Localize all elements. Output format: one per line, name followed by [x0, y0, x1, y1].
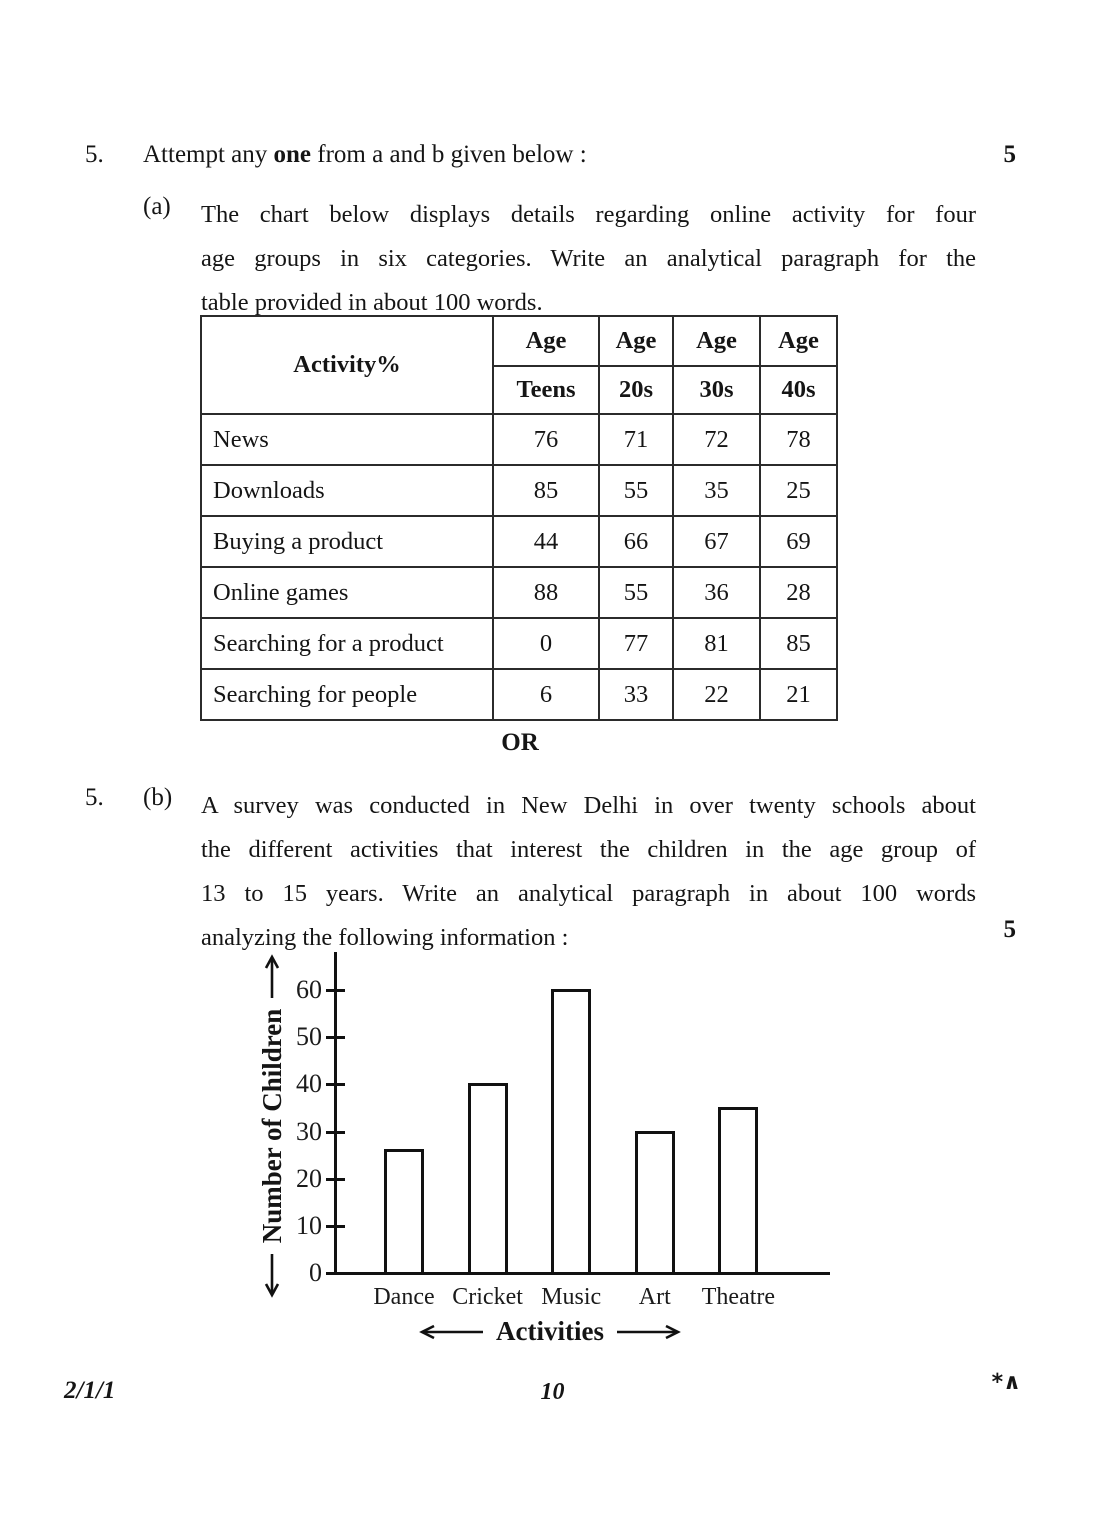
or-divider: OR	[501, 729, 539, 756]
part-a-label: (a)	[143, 193, 171, 220]
table-corner-header: Activity%	[201, 316, 493, 414]
y-tick-label: 40	[296, 1069, 322, 1099]
row-value-cell: 76	[493, 414, 599, 465]
row-value-cell: 55	[599, 465, 673, 516]
row-activity-label: Downloads	[201, 465, 493, 516]
row-value-cell: 22	[673, 669, 760, 720]
marks-question5: 5	[1003, 141, 1016, 168]
chart-bar	[468, 1083, 508, 1272]
row-value-cell: 69	[760, 516, 837, 567]
y-tick-mark	[326, 1131, 345, 1134]
table-row	[201, 567, 837, 618]
y-tick-label: 60	[296, 975, 322, 1004]
table-row	[201, 618, 837, 669]
chart-bar	[384, 1149, 424, 1272]
chart-bar	[635, 1131, 675, 1273]
row-value-cell: 85	[760, 618, 837, 669]
row-value-cell: 85	[493, 465, 599, 516]
right-arrow-icon	[615, 1324, 681, 1340]
paragraph-line: A survey was conducted in New Delhi in over twenty schools about	[201, 792, 976, 819]
row-activity-label: Buying a product	[201, 516, 493, 567]
row-value-cell: 25	[760, 465, 837, 516]
row-value-cell: 67	[673, 516, 760, 567]
y-tick-mark	[326, 1225, 345, 1228]
x-tick-label: Dance	[373, 1284, 435, 1310]
x-tick-label: Art	[638, 1284, 671, 1310]
row-value-cell: 55	[599, 567, 673, 618]
table-row	[201, 414, 837, 465]
y-tick-mark	[326, 1036, 345, 1039]
row-value-cell: 71	[599, 414, 673, 465]
footer-page-number: 10	[540, 1379, 565, 1405]
footer-paper-code: 2/1/1	[64, 1377, 116, 1404]
table-col-teens: Teens	[493, 366, 599, 414]
y-tick-label: 20	[296, 1163, 322, 1193]
row-value-cell: 77	[599, 618, 673, 669]
x-tick-label: Theatre	[701, 1284, 776, 1310]
row-value-cell: 88	[493, 567, 599, 618]
y-tick-mark	[326, 1272, 345, 1275]
y-axis-title-text: Number of Children	[256, 1008, 287, 1244]
activity-table	[200, 315, 838, 721]
table-age-header: Age	[493, 316, 599, 366]
left-arrow-icon	[419, 1324, 485, 1340]
paragraph-line: The chart below displays details regarding online activity for four	[201, 201, 976, 228]
row-value-cell: 6	[493, 669, 599, 720]
row-activity-label: Searching for people	[201, 669, 493, 720]
part-b-question-number: 5.	[85, 784, 104, 811]
y-tick-label: 10	[296, 1210, 322, 1240]
y-tick-mark	[326, 1083, 345, 1086]
table-row	[201, 465, 837, 516]
footer-print-mark: *∧	[991, 1370, 1021, 1395]
activity-table-body	[201, 414, 837, 720]
table-col-30s: 30s	[673, 366, 760, 414]
row-value-cell: 66	[599, 516, 673, 567]
table-age-header: Age	[760, 316, 837, 366]
x-axis-title	[370, 1316, 730, 1347]
x-tick-label: Cricket	[452, 1284, 523, 1310]
paragraph-line: the different activities that interest the children in the age group of	[201, 836, 976, 863]
row-activity-label: Online games	[201, 567, 493, 618]
paragraph-line: age groups in six categories. Write an analytical paragraph for the	[201, 245, 976, 272]
bar-chart	[230, 935, 870, 1360]
y-tick-mark	[326, 989, 345, 992]
table-col-20s: 20s	[599, 366, 673, 414]
row-value-cell: 33	[599, 669, 673, 720]
y-tick-label: 30	[296, 1116, 322, 1146]
x-axis-line	[334, 1272, 830, 1275]
paragraph-line: analyzing the following information :	[201, 924, 569, 951]
table-age-header: Age	[599, 316, 673, 366]
part-b-paragraph	[201, 784, 976, 960]
paragraph-line: 13 to 15 years. Write an analytical paragraph in about 100 words	[201, 880, 976, 907]
marks-part-b: 5	[1003, 916, 1016, 943]
chart-bar	[551, 989, 591, 1272]
x-axis-title-text: Activities	[496, 1316, 604, 1346]
part-a-paragraph	[201, 193, 976, 325]
row-value-cell: 36	[673, 567, 760, 618]
row-activity-label: Searching for a product	[201, 618, 493, 669]
chart-bar	[718, 1107, 758, 1272]
intro-suffix: from a and b given below :	[311, 141, 587, 168]
paragraph-line: table provided in about 100 words.	[201, 289, 543, 316]
intro-prefix: Attempt any	[143, 141, 274, 168]
row-value-cell: 35	[673, 465, 760, 516]
row-value-cell: 78	[760, 414, 837, 465]
row-value-cell: 28	[760, 567, 837, 618]
table-age-header: Age	[673, 316, 760, 366]
row-value-cell: 81	[673, 618, 760, 669]
table-row	[201, 669, 837, 720]
part-b-label: (b)	[143, 784, 173, 811]
row-activity-label: News	[201, 414, 493, 465]
row-value-cell: 21	[760, 669, 837, 720]
question-number: 5.	[85, 141, 104, 168]
row-value-cell: 72	[673, 414, 760, 465]
row-value-cell: 44	[493, 516, 599, 567]
table-col-40s: 40s	[760, 366, 837, 414]
y-tick-mark	[326, 1178, 345, 1181]
intro-bold-word: one	[273, 141, 312, 168]
row-value-cell: 0	[493, 618, 599, 669]
question-intro	[143, 141, 587, 169]
y-tick-label: 0	[309, 1258, 322, 1287]
y-tick-label: 50	[296, 1022, 322, 1052]
table-row	[201, 516, 837, 567]
x-tick-label: Music	[541, 1284, 602, 1310]
